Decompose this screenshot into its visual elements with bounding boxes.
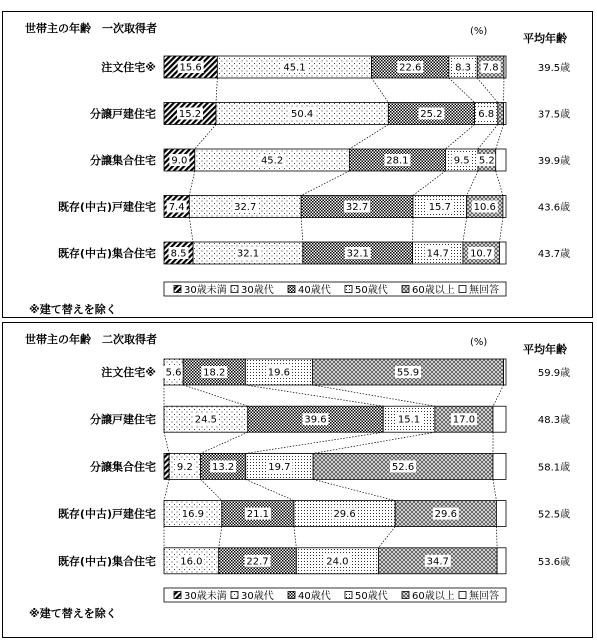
connector-line [467, 171, 478, 196]
value-label: 18.2 [203, 367, 226, 379]
legend-label: 無回答 [469, 591, 499, 602]
value-label: 29.6 [333, 509, 356, 521]
connector-line [294, 527, 296, 548]
bar-segment [497, 548, 506, 574]
connector-line [500, 218, 503, 243]
average-age-value: 43.7歳 [537, 249, 571, 260]
bar-segment [496, 149, 506, 171]
stacked-bar-chart-first-time [3, 12, 592, 317]
connector-line [189, 171, 194, 196]
legend-swatch [459, 286, 466, 293]
connector-line [496, 125, 504, 150]
average-age-value: 43.6歳 [537, 202, 571, 214]
connector-line [195, 125, 216, 150]
connector-line [246, 479, 294, 500]
value-label: 9.0 [171, 155, 188, 167]
average-age-value: 58.1歳 [537, 462, 571, 474]
connector-line [246, 432, 383, 453]
value-label: 9.5 [453, 155, 470, 167]
legend-swatch [402, 286, 409, 293]
value-label: 28.1 [386, 155, 409, 167]
value-label: 21.1 [246, 509, 270, 521]
value-label: 32.7 [234, 202, 257, 213]
legend-swatch [402, 592, 409, 599]
connector-line [164, 479, 169, 500]
connector-line [301, 171, 349, 196]
second-time-buyer-panel [2, 322, 593, 638]
average-age-value: 37.5歳 [537, 109, 571, 121]
bar-segment [493, 406, 506, 432]
first-time-buyer-panel [2, 11, 593, 318]
legend-label: 30歳未満 [184, 591, 227, 602]
unit-label: (%) [470, 26, 488, 37]
value-label: 6.8 [478, 109, 495, 120]
value-label: 32.1 [236, 248, 260, 260]
value-label: 16.0 [180, 556, 203, 568]
value-label: 5.2 [478, 155, 495, 167]
value-label: 39.6 [304, 414, 327, 426]
footnote: ※建て替えを除く [29, 303, 117, 316]
connector-line [189, 218, 193, 243]
category-label: 既存(中古)戸建住宅 [57, 200, 156, 214]
connector-line [201, 432, 248, 453]
connector-line [301, 218, 303, 243]
value-label: 8.3 [455, 62, 472, 74]
category-label: 分譲戸建住宅 [90, 107, 156, 121]
average-age-header: 平均年齢 [523, 343, 567, 356]
connector-line [372, 78, 389, 103]
value-label: 50.4 [291, 109, 314, 120]
legend-label: 40歳代 [298, 285, 331, 296]
bar-segment [496, 501, 506, 527]
value-label: 52.6 [391, 461, 415, 473]
bar-segment [164, 453, 169, 479]
value-label: 7.4 [168, 202, 185, 213]
category-label: 既存(中古)集合住宅 [57, 247, 156, 260]
value-label: 22.6 [399, 62, 422, 74]
value-label: 32.1 [346, 248, 369, 260]
value-label: 29.6 [434, 509, 457, 521]
category-label: 分譲集合住宅 [90, 460, 156, 474]
value-label: 14.7 [426, 248, 449, 260]
value-label: 24.5 [194, 414, 218, 426]
bar-segment [500, 242, 506, 264]
average-age-value: 48.3歳 [537, 415, 571, 427]
legend-label: 30歳代 [241, 591, 274, 602]
value-label: 15.7 [428, 202, 451, 213]
legend-swatch [345, 286, 352, 293]
connector-line [378, 527, 395, 548]
legend-label: 60歳以上 [412, 591, 455, 602]
value-label: 32.7 [345, 202, 369, 213]
value-label: 8.5 [170, 248, 187, 260]
connector-line [496, 171, 503, 196]
panel-title: 世帯主の年齢 一次取得者 [25, 22, 157, 35]
value-label: 19.6 [267, 367, 291, 379]
value-label: 10.7 [470, 248, 493, 260]
connector-line [449, 78, 475, 103]
bar-segment [504, 103, 506, 125]
value-label: 5.6 [165, 367, 182, 379]
average-age-value: 39.5歳 [537, 63, 571, 74]
value-label: 13.2 [212, 461, 235, 473]
connector-line [445, 125, 474, 150]
category-label: 分譲戸建住宅 [90, 413, 156, 427]
value-label: 55.9 [396, 367, 420, 379]
connector-line [477, 78, 498, 103]
value-label: 7.8 [482, 62, 499, 74]
value-label: 34.7 [426, 556, 449, 568]
legend-label: 50歳代 [355, 591, 388, 602]
legend-swatch [288, 592, 295, 599]
average-age-value: 59.9歳 [537, 368, 571, 379]
connector-line [219, 527, 222, 548]
connector-line [493, 479, 496, 500]
connector-line [493, 385, 504, 406]
bar-segment [504, 359, 506, 385]
unit-label: (%) [470, 337, 488, 348]
bar-segment [498, 103, 504, 125]
connector-line [312, 385, 434, 406]
legend-swatch [459, 592, 466, 599]
category-label: 分譲集合住宅 [90, 154, 156, 167]
connector-line [313, 479, 395, 500]
category-label: 既存(中古)集合住宅 [57, 554, 156, 568]
legend-swatch [174, 286, 181, 293]
category-label: 既存(中古)戸建住宅 [57, 507, 156, 521]
legend-swatch [231, 592, 238, 599]
value-label: 16.9 [181, 509, 205, 521]
legend-label: 無回答 [469, 285, 499, 296]
legend-label: 60歳以上 [412, 285, 455, 296]
legend-label: 30歳未満 [184, 285, 227, 296]
category-label: 注文住宅※ [101, 366, 156, 379]
value-label: 19.7 [268, 461, 291, 473]
category-label: 注文住宅※ [101, 61, 156, 74]
connector-line [313, 432, 435, 453]
value-label: 15.1 [397, 414, 421, 426]
average-age-value: 52.5歳 [537, 509, 571, 521]
value-label: 17.0 [452, 414, 476, 426]
average-age-value: 39.9歳 [537, 156, 571, 167]
value-label: 45.1 [283, 62, 306, 74]
legend-label: 40歳代 [298, 591, 331, 602]
value-label: 15.2 [178, 109, 202, 120]
connector-line [349, 125, 388, 150]
connector-line [216, 78, 217, 103]
connector-line [496, 527, 497, 548]
legend-swatch [288, 286, 295, 293]
connector-line [413, 171, 445, 196]
legend-swatch [231, 286, 238, 293]
connector-line [245, 385, 383, 406]
footnote: ※建て替えを除く [29, 607, 117, 620]
value-label: 45.2 [260, 155, 284, 167]
legend-swatch [174, 592, 181, 599]
average-age-header: 平均年齢 [523, 32, 567, 45]
bar-segment [503, 196, 506, 218]
panel-title: 世帯主の年齢 二次取得者 [25, 333, 157, 346]
legend-label: 50歳代 [355, 285, 388, 296]
bar-segment [504, 56, 506, 78]
value-label: 24.0 [326, 556, 349, 568]
legend-label: 30歳代 [241, 285, 274, 296]
connector-line [478, 125, 498, 150]
connector-line [183, 385, 248, 406]
bar-segment [493, 453, 506, 479]
value-label: 25.2 [420, 109, 443, 120]
value-label: 15.6 [179, 62, 202, 74]
stacked-bar-chart-second-time [3, 323, 592, 637]
connector-line [164, 432, 169, 453]
connector-line [463, 218, 467, 243]
value-label: 10.6 [473, 202, 496, 213]
value-label: 22.7 [246, 556, 269, 568]
legend-swatch [345, 592, 352, 599]
average-age-value: 53.6歳 [537, 556, 571, 568]
value-label: 9.2 [176, 461, 193, 473]
connector-line [201, 479, 222, 500]
